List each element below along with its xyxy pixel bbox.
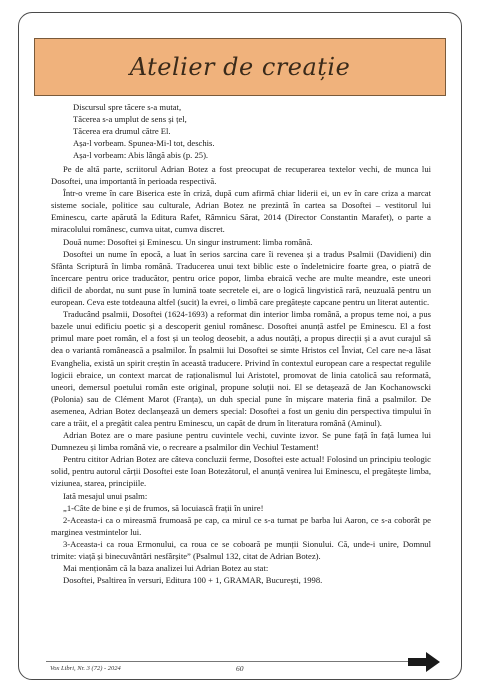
psalm-verse: 2-Aceasta-i ca o mireasmă frumoasă pe cap, ca mirul ce s-a turnat pe barba lui Aaron, ce s-a coborât pe marginea vestmintelor lui. — [51, 514, 431, 537]
paragraph: Adrian Botez are o mare pasiune pentru cuvintele vechi, cuvinte izvor. Se pune față în față lumea lui Dumnezeu și limba română vie, o recreare a psalmilor din Vechiul Testament! — [51, 430, 431, 453]
poem-line: Așa-l vorbeam: Abis lângă abis (p. 25). — [73, 150, 209, 160]
paragraph: Două nume: Dosoftei și Eminescu. Un singur instrument: limba română. — [63, 236, 313, 247]
poem-line: Tăcerea s-a umplut de sens și țel, — [73, 114, 187, 124]
poem-line: Așa-l vorbeam. Spunea-Mi-l tot, deschis. — [73, 138, 215, 148]
next-page-arrow-icon[interactable] — [408, 652, 440, 672]
footer-divider — [46, 661, 434, 662]
poem-quote — [73, 101, 433, 161]
paragraph: Pentru cititor Adrian Botez are câteva concluzii ferme, Dosoftei este actual! Folosind un principiu teologic solid, pentru autorul cărții Dosoftei este Ioan Botezătorul, el anunță venirea lui Eminescu, el pregătește limba, viziunea, starea, principiile. — [51, 454, 431, 489]
paragraph: Iată mesajul unui psalm: — [63, 490, 148, 501]
section-banner — [34, 38, 446, 96]
paragraph: Într-o vreme în care Biserica este în criză, după cum afirmă chiar liderii ei, un ev în care criza a marcat sisteme sociale, politice sau culturale, Adrian Botez ne prezintă în cartea sa Dosoftei – vestitorul lui Eminescu, carte apărută la Editura Rafet, Râmnicu Sărat, 2014 (Director Constantin Marafet), o parte a miracolului românesc, cumva uitat, cumva discret. — [51, 188, 431, 235]
section-title: Atelier de creație — [129, 53, 351, 81]
bibliography-entry: Dosoftei, Psaltirea în versuri, Editura 100 + 1, GRAMAR, București, 1998. — [63, 575, 323, 586]
page-number: 60 — [236, 664, 244, 673]
paragraph: Traducând psalmii, Dosoftei (1624-1693) a reformat din interior limba română, a propus teme noi, a pus bazele unui edificiu poetic și a descoperit geniul românesc. Dosoftei anunță astfel pe Eminescu. El a fost primul mare poet român, el a fost și un teolog deosebit, a adus noutăți, a propus direcții și a avut curajul să dea o variantă românească a psalmilor. În psalmii lui Dosoftei se simte Hristos cel Înviat, Cel care ne-a lăsat Evanghelia, există un spirit creștin în această traducere. Privind în contextul european care a respectat regulile logicii ebraice, un context marcat de raționalismul lui Aristotel, promovat de linia catolică sau reformată, uneori, demersul poetului român este original, propune soluții noi. El se detașează de Jan Kochanowscki (Polonia) sau de Clément Marot (Franța), un duh special pune în mișcare materia fină a psalmilor. De asemenea, Adrian Botez declanșează un demers special: Dosoftei a fost un geniu din perspectiva timpului în care a trăit, el a pregătit calea pentru Eminescu, un capăt de drum în literatura română (Aminul). — [51, 309, 431, 428]
paragraph: Pe de altă parte, scriitorul Adrian Botez a fost preocupat de recuperarea textelor vechi, de munca lui Dosoftei, una importantă în perioada respectivă. — [51, 164, 431, 187]
paragraph: Dosoftei un nume în epocă, a luat în serios sarcina care îi revenea și a tradus Psalmii (Davidieni) din Sfânta Scriptură în limba română. Traducerea unui text biblic este o îndeletnicire foarte grea, o piatră de încercare pentru orice traducător, pentru orice popor, limba ebraică veche are multe meandre, este uneori dificil de abordat, nu sunt puse în lumină toate secretele ei, are o logică lingvistică rară, neuzuală pentru un european. Ceva este totdeauna altfel (sucit) la evrei, o limbă care pregătește capcane pentru un literat autentic. — [51, 248, 431, 308]
article-body — [51, 163, 431, 586]
paragraph: Mai menționăm că la baza analizei lui Adrian Botez au stat: — [63, 563, 269, 574]
journal-footer: Vox Libri, Nr. 3 (72) - 2024 — [50, 665, 121, 672]
poem-line: Discursul spre tăcere s-a mutat, — [73, 102, 182, 112]
poem-line: Tăcerea era drumul către El. — [73, 126, 171, 136]
psalm-verse: „1-Câte de bine e și de frumos, să locuiască frații în unire! — [63, 502, 264, 513]
psalm-verse: 3-Aceasta-i ca roua Ermonului, ca roua ce se coboară pe munții Sionului. Că, unde-i unire, Domnul trimite: viață și binecuvântări nesfârșite” (Psalmul 132, citat de Adrian Botez). — [51, 538, 431, 561]
